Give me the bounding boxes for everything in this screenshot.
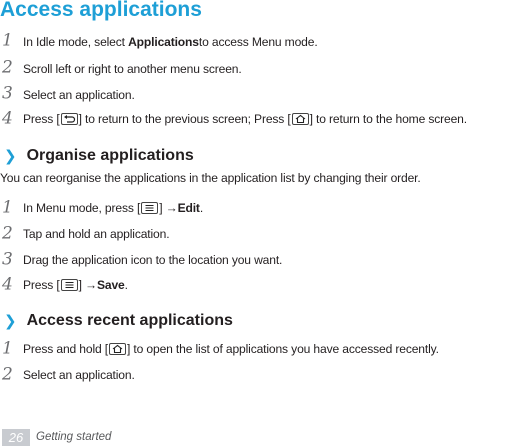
section-heading	[0, 311, 233, 331]
section-title: Organise applications	[26, 147, 194, 164]
step-number: 2	[2, 57, 13, 78]
step-text: Press and hold [ ] to open the list of applications you have accessed recently.	[23, 342, 439, 356]
step-text: In Idle mode, select Applications to access Menu mode.	[23, 35, 318, 49]
page-number: 26	[2, 429, 30, 446]
page-title: Access applications	[0, 0, 202, 21]
step-number: 2	[2, 223, 13, 244]
step-number: 4	[2, 274, 13, 295]
step-text: Press [ ] → Save .	[23, 278, 128, 292]
chevron-right-icon: ❯	[4, 147, 17, 165]
section-description: You can reorganise the applications in the application list by changing their order.	[0, 171, 421, 185]
section-heading	[0, 146, 194, 166]
step-text: Select an application.	[23, 88, 135, 102]
step-number: 4	[2, 108, 13, 129]
back-icon	[61, 113, 78, 125]
step-number: 1	[2, 197, 13, 218]
step-number: 2	[2, 364, 13, 385]
step-text: Press [ ] to return to the previous screen; Press [ ] to return to the home screen.	[23, 112, 467, 126]
step-number: 3	[2, 249, 13, 270]
menu-icon	[61, 279, 78, 291]
step-number: 1	[2, 30, 13, 51]
step-text: In Menu mode, press [ ] → Edit .	[23, 201, 204, 215]
chevron-right-icon: ❯	[4, 312, 17, 330]
step-text: Select an application.	[23, 368, 135, 382]
home-icon	[109, 343, 126, 355]
step-number: 3	[2, 83, 13, 104]
step-text: Scroll left or right to another menu screen.	[23, 62, 242, 76]
home-icon	[292, 113, 309, 125]
section-title: Access recent applications	[26, 312, 233, 329]
menu-icon	[141, 202, 158, 214]
page-footer	[0, 429, 514, 446]
step-text: Tap and hold an application.	[23, 227, 170, 241]
step-text: Drag the application icon to the location you want.	[23, 253, 283, 267]
chapter-label: Getting started	[36, 431, 112, 443]
step-number: 1	[2, 338, 13, 359]
